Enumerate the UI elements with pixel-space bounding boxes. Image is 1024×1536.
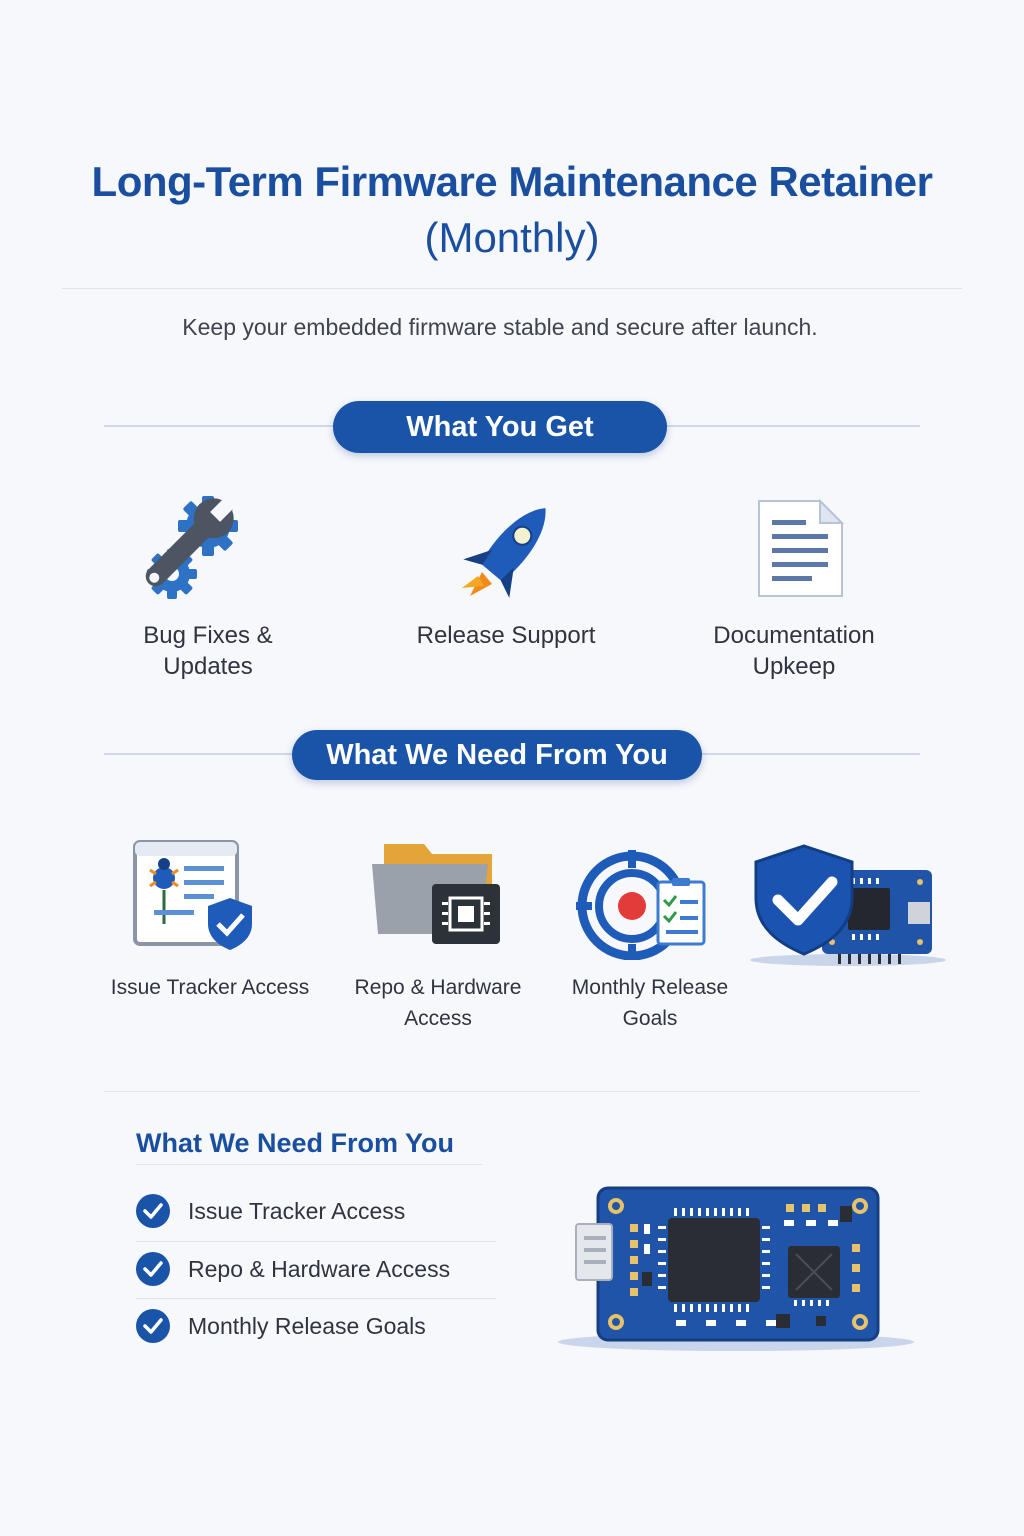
circuit-board-illustration bbox=[556, 1184, 916, 1354]
check-circle-icon bbox=[136, 1194, 170, 1228]
benefit-release-support-label: Release Support bbox=[416, 622, 596, 649]
shield-board-icon bbox=[748, 842, 948, 970]
page-subtitle: Keep your embedded firmware stable and secure after launch. bbox=[182, 314, 818, 340]
need-monthly-goals-label: Monthly Release Goals bbox=[571, 976, 729, 1030]
page-title-period: (Monthly) bbox=[424, 214, 600, 261]
benefit-documentation-label: Documentation Upkeep bbox=[713, 622, 875, 680]
what-we-need-heading: What We Need From You bbox=[292, 730, 702, 780]
issue-tracker-icon bbox=[132, 840, 258, 952]
what-you-get-heading: What You Get bbox=[333, 401, 667, 453]
section-divider bbox=[104, 1091, 920, 1092]
need-issue-tracker-label: Issue Tracker Access bbox=[110, 976, 310, 999]
checklist-heading: What We Need From You bbox=[136, 1128, 455, 1158]
document-icon bbox=[756, 498, 846, 600]
check-circle-icon bbox=[136, 1309, 170, 1343]
benefit-bug-fixes-label: Bug Fixes & Updates bbox=[143, 622, 273, 680]
checklist-item: Issue Tracker Access bbox=[136, 1194, 405, 1228]
rocket-icon bbox=[452, 492, 562, 608]
folder-chip-icon bbox=[370, 842, 504, 948]
need-repo-hardware-label: Repo & Hardware Access bbox=[354, 976, 522, 1030]
page-title: Long-Term Firmware Maintenance Retainer bbox=[91, 158, 933, 205]
checklist-divider bbox=[136, 1241, 496, 1242]
checklist-divider bbox=[136, 1298, 496, 1299]
wrench-gear-icon bbox=[128, 492, 252, 604]
checklist-heading-underline bbox=[136, 1164, 482, 1165]
checklist-item: Monthly Release Goals bbox=[136, 1309, 426, 1343]
title-divider bbox=[62, 288, 962, 289]
checklist-item: Repo & Hardware Access bbox=[136, 1252, 450, 1286]
check-circle-icon bbox=[136, 1252, 170, 1286]
target-checklist-icon bbox=[574, 848, 708, 960]
